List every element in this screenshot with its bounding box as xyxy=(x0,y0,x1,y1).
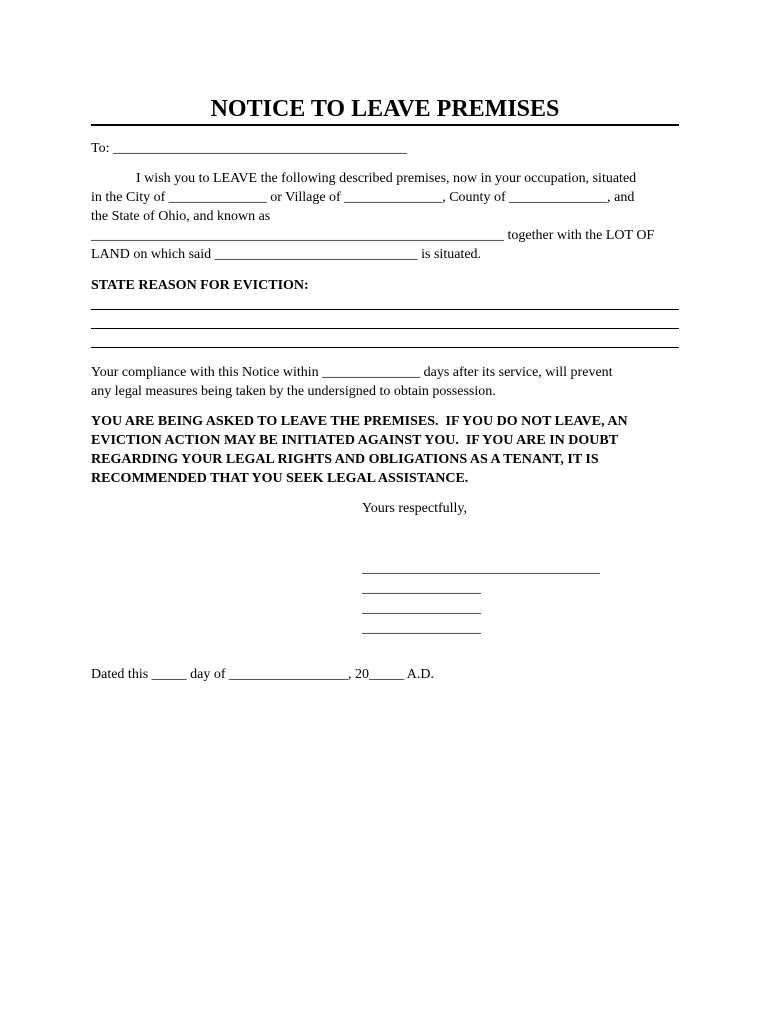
to-line: To: __________________________________________ xyxy=(91,141,407,156)
compliance-line-2: any legal measures being taken by the undersigned to obtain possession. xyxy=(91,384,496,399)
document-title: NOTICE TO LEAVE PREMISES xyxy=(210,96,560,122)
eviction-reason-line-3 xyxy=(91,347,679,348)
eviction-reason-line-1 xyxy=(91,309,679,310)
eviction-reason-line-2 xyxy=(91,328,679,329)
warning-line-4: RECOMMENDED THAT YOU SEEK LEGAL ASSISTANCE. xyxy=(91,471,469,486)
signer-info-line-2: _________________ xyxy=(362,601,481,616)
warning-line-3: REGARDING YOUR LEGAL RIGHTS AND OBLIGATIONS AS A TENANT, IT IS xyxy=(91,452,599,467)
premises-paragraph-line-5: LAND on which said _____________________________ is situated. xyxy=(91,247,482,262)
warning-line-2: EVICTION ACTION MAY BE INITIATED AGAINST YOU. IF YOU ARE IN DOUBT xyxy=(91,433,619,448)
signer-info-line-1: _________________ xyxy=(362,581,481,596)
premises-paragraph-line-3: the State of Ohio, and known as xyxy=(91,209,271,224)
closing-text: Yours respectfully, xyxy=(362,501,467,516)
compliance-line-1: Your compliance with this Notice within ______________ days after its service, will prevent xyxy=(91,365,613,380)
dated-line: Dated this _____ day of _________________, 20_____ A.D. xyxy=(91,667,434,682)
premises-paragraph-line-1: I wish you to LEAVE the following described premises, now in your occupation, situated xyxy=(136,171,637,186)
premises-paragraph-line-2: in the City of ______________ or Village of ______________, County of ______________, and xyxy=(91,190,635,205)
warning-line-1: YOU ARE BEING ASKED TO LEAVE THE PREMISES. IF YOU DO NOT LEAVE, AN xyxy=(91,414,628,429)
signature-line: __________________________________ xyxy=(362,561,600,576)
eviction-reason-heading: STATE REASON FOR EVICTION: xyxy=(91,278,309,293)
premises-paragraph-line-4: ___________________________________________________________ together with the LOT OF xyxy=(91,228,655,243)
signer-info-line-3: _________________ xyxy=(362,621,481,636)
title-underline xyxy=(91,124,679,126)
